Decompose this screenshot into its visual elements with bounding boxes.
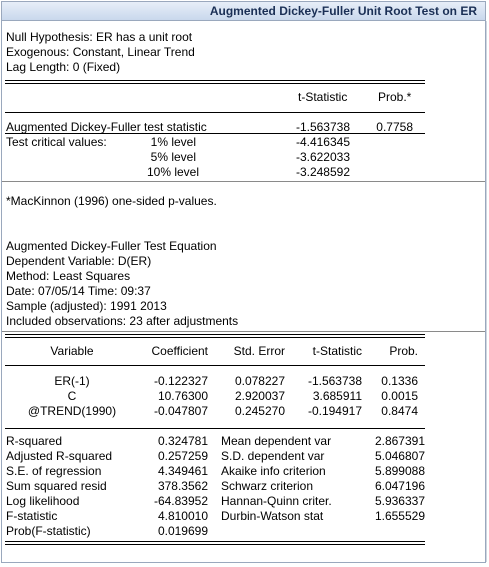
- coef-header-coefficient: Coefficient: [151, 344, 208, 358]
- stat-label: Schwarz criterion: [221, 479, 314, 493]
- observations: Included observations: 23 after adjustments: [6, 314, 239, 328]
- stat-value: 0.324781: [157, 434, 208, 448]
- coef-variable: ER(-1): [54, 374, 90, 388]
- sample: Sample (adjusted): 1991 2013: [6, 299, 167, 313]
- table-rule: [5, 133, 425, 134]
- stat-value: 5.046807: [374, 449, 425, 463]
- adf-stat-prob: 0.7758: [376, 120, 413, 134]
- method: Method: Least Squares: [6, 269, 131, 283]
- coef-variable: @TREND(1990): [27, 404, 117, 418]
- crit-level-label: 10% level: [146, 165, 199, 179]
- stat-value: 378.3562: [157, 479, 208, 493]
- exogenous: Exogenous: Constant, Linear Trend: [6, 45, 195, 59]
- coef-tstat: 3.685911: [312, 389, 362, 403]
- stat-label: Log likelihood: [6, 494, 80, 508]
- stat-value: 4.810010: [157, 509, 208, 523]
- stat-label: Sum squared resid: [6, 479, 107, 493]
- stat-value: 2.867391: [374, 434, 425, 448]
- lag-length: Lag Length: 0 (Fixed): [6, 60, 121, 74]
- table-rule: [5, 541, 425, 542]
- stat-value: 6.047196: [374, 479, 425, 493]
- coef-header-stderror: Std. Error: [233, 344, 285, 358]
- coef-variable: C: [67, 389, 77, 403]
- crit-level-value: -4.416345: [295, 135, 350, 149]
- stat-value: 0.019699: [157, 524, 208, 538]
- coef-header-tstat: t-Statistic: [312, 344, 362, 358]
- coef-prob: 0.1336: [381, 374, 418, 388]
- stat-label: S.D. dependent var: [221, 449, 325, 463]
- coef-stderror: 0.078227: [234, 374, 285, 388]
- stat-label: Hannan-Quinn criter.: [221, 494, 332, 508]
- equation-title: Augmented Dickey-Fuller Test Equation: [6, 239, 217, 253]
- dependent-variable: Dependent Variable: D(ER): [6, 254, 152, 268]
- coef-value: 10.76300: [157, 389, 208, 403]
- table-rule: [5, 544, 425, 545]
- col-header-tstat: t-Statistic: [298, 90, 348, 104]
- stat-value: 5.936337: [374, 494, 425, 508]
- coef-stderror: 0.245270: [234, 404, 285, 418]
- table-rule: [5, 83, 425, 84]
- stat-value: 1.655529: [374, 509, 425, 523]
- adf-stat-label: Augmented Dickey-Fuller test statistic: [6, 120, 207, 134]
- crit-level-label: 1% level: [150, 135, 196, 149]
- stat-label: F-statistic: [6, 509, 58, 523]
- table-rule: [5, 334, 425, 335]
- window-right-edge: [486, 21, 487, 562]
- coef-stderror: 2.920037: [234, 389, 285, 403]
- stat-label: Prob(F-statistic): [6, 524, 91, 538]
- coef-header-prob: Prob.: [389, 344, 418, 358]
- coef-prob: 0.0015: [381, 389, 418, 403]
- stat-label: Akaike info criterion: [221, 464, 326, 478]
- crit-level-label: 5% level: [150, 150, 196, 164]
- coef-value: -0.047807: [153, 404, 208, 418]
- stat-label: Mean dependent var: [221, 434, 332, 448]
- stat-value: 0.257259: [157, 449, 208, 463]
- table-rule: [5, 365, 425, 366]
- stat-value: 4.349461: [157, 464, 208, 478]
- adf-stat-value: -1.563738: [295, 120, 350, 134]
- date-time: Date: 07/05/14 Time: 09:37: [6, 284, 151, 298]
- section-divider: [2, 181, 485, 182]
- window-title: Augmented Dickey-Fuller Unit Root Test on ER: [209, 4, 477, 18]
- stat-value: 5.899088: [374, 464, 425, 478]
- stat-label: Adjusted R-squared: [6, 449, 113, 463]
- crit-level-value: -3.248592: [295, 165, 350, 179]
- table-rule: [5, 428, 425, 429]
- null-hypothesis: Null Hypothesis: ER has a unit root: [6, 30, 193, 44]
- coef-tstat: -0.194917: [307, 404, 362, 418]
- mackinnon-footnote: *MacKinnon (1996) one-sided p-values.: [6, 194, 217, 208]
- stat-label: R-squared: [6, 434, 63, 448]
- stat-label: Durbin-Watson stat: [221, 509, 324, 523]
- crit-level-value: -3.622033: [295, 150, 350, 164]
- col-header-prob: Prob.*: [378, 90, 412, 104]
- section-divider: [2, 331, 485, 332]
- stat-value: -64.83952: [153, 494, 208, 508]
- table-rule: [5, 337, 425, 338]
- coef-value: -0.122327: [153, 374, 208, 388]
- coef-prob: 0.8474: [381, 404, 418, 418]
- coef-tstat: -1.563738: [307, 374, 362, 388]
- stat-label: S.E. of regression: [6, 464, 102, 478]
- crit-values-label: Test critical values:: [6, 135, 107, 149]
- coef-header-variable: Variable: [50, 344, 94, 358]
- window-titlebar[interactable]: [2, 2, 485, 21]
- table-rule: [5, 80, 425, 81]
- table-rule: [5, 112, 425, 113]
